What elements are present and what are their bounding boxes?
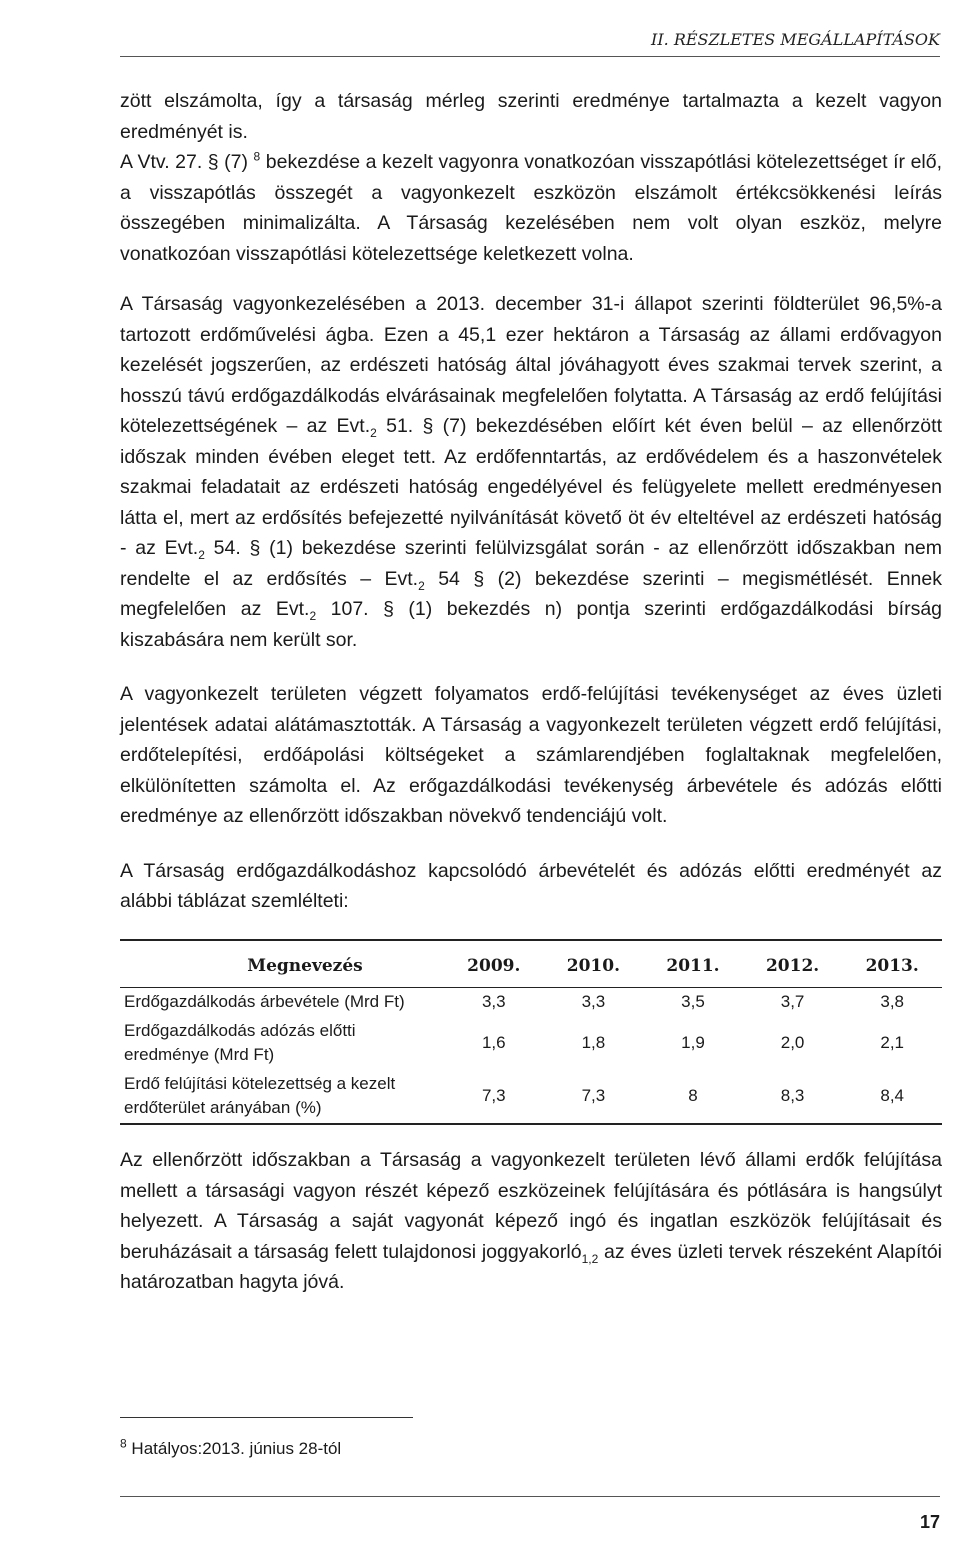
page-number: 17 xyxy=(919,1512,940,1532)
cell-value: 3,5 xyxy=(681,992,705,1011)
table-row xyxy=(120,1017,942,1070)
table-row xyxy=(120,988,942,1018)
paragraph-5: A Társaság erdőgazdálkodáshoz kapcsolódó árbevételét és adózás előtti eredményét az alábbi táblázat szemlélteti: xyxy=(120,859,942,912)
row-label: Erdőgazdálkodás árbevétele (Mrd Ft) xyxy=(124,992,405,1011)
footnote-mark: 8 xyxy=(120,1436,127,1451)
table-header-row xyxy=(120,940,942,988)
p3-sub-3: 2 xyxy=(418,578,425,593)
footnote-ref: 8 xyxy=(253,149,261,164)
p3-sub-4: 2 xyxy=(309,608,317,623)
paragraph-1: zött elszámolta, így a társaság mérleg szerinti eredménye tartalmazta a kezelt vagyon eredményét is. xyxy=(120,90,942,143)
data-table xyxy=(120,939,942,1126)
col-header-2011: 2011. xyxy=(666,955,720,976)
p2-text: bekezdése a kezelt vagyonra vonatkozóan visszapótlási kötelezettséget ír elő, a visszapótlás összegét a vagyonkezelt eszközön elszámolt értékcsökkenési leírás összegében minimalizálta. A Társaság kezelésében nem volt olyan eszköz, melyre vonatkozóan visszapótlási kötelezettsége keletkezett volna. xyxy=(120,151,943,265)
p6-sub: 1,2 xyxy=(581,1251,599,1266)
p3-text-2: 51. § (7) bekezdésében előírt két éven belül – az ellenőrzött időszak minden évében eleget tett. Az erdőfenntartás, az erdővédelem és a haszonvételek szakmai feladatait az erdészeti hatóság engedélyével és felügyelete mellett eredményesen látta el, mert az erdősítés befejezetté nyilvánítását követő öt év elteltével az erdészeti hatóság - az Evt. xyxy=(120,415,942,559)
paragraph-4: A vagyonkezelt területen végzett folyamatos erdő-felújítási tevékenységet az éves üzleti jelentések adatai alátámasztották. A Társaság a vagyonkezelt területen végzett erdő felújítási, erdőtelepítési, erdőápolási költségeket a számlarendjében foglaltaknak megfelelően, elkülönítetten számolta el. Az erőgazdálkodási tevékenység árbevétele és adózás előtti eredménye az ellenőrzött időszakban növekvő tendenciájú volt. xyxy=(120,683,942,827)
p2-start: A Vtv. 27. § (7) xyxy=(120,151,248,173)
paragraph-2 xyxy=(120,147,942,269)
cell-value: 1,6 xyxy=(481,1033,506,1052)
cell-value: 8,3 xyxy=(780,1086,805,1105)
cell-value: 3,3 xyxy=(581,992,606,1011)
cell-value: 3,3 xyxy=(481,992,506,1011)
row-label: Erdő felújítási kötelezettség a kezelt erdőterület arányában (%) xyxy=(124,1074,396,1117)
p3-text-3: 54. § (1) bekezdése szerinti felülvizsgálat során - az ellenőrzött időszakban nem rendelte el az erdősítés – Evt. xyxy=(120,537,942,590)
cell-value: 3,7 xyxy=(780,992,805,1011)
footer-rule xyxy=(120,1496,940,1497)
cell-value: 1,9 xyxy=(681,1033,705,1052)
cell-value: 7,3 xyxy=(581,1086,606,1105)
running-header: II. RÉSZLETES MEGÁLLAPÍTÁSOK xyxy=(651,30,940,49)
footnote-text: Hatályos:2013. június 28-tól xyxy=(126,1439,342,1458)
p3-sub-1: 2 xyxy=(370,425,377,440)
p3-text-5: 107. § (1) bekezdés n) pontja szerinti erdőgazdálkodási bírság kiszabására nem került sor. xyxy=(120,598,943,651)
footnote-rule xyxy=(120,1417,413,1418)
document-body xyxy=(120,86,942,1298)
cell-value: 2,1 xyxy=(880,1033,904,1052)
cell-value: 3,8 xyxy=(880,992,904,1011)
col-header-name: Megnevezés xyxy=(247,955,363,976)
cell-value: 8 xyxy=(688,1086,698,1105)
paragraph-3 xyxy=(120,289,942,655)
p3-text-4: 54 § (2) bekezdése szerinti – megismétlését. Ennek megfelelően az Evt. xyxy=(120,567,942,620)
table-row xyxy=(120,1070,942,1124)
col-header-2010: 2010. xyxy=(566,955,620,976)
p6-end: az éves üzleti tervek részeként Alapítói határozatban hagyta jóvá. xyxy=(120,1240,942,1293)
cell-value: 8,4 xyxy=(880,1086,904,1105)
col-header-2009: 2009. xyxy=(467,955,521,976)
paragraph-6 xyxy=(120,1145,942,1298)
footnote xyxy=(120,1436,342,1459)
cell-value: 1,8 xyxy=(581,1033,606,1052)
p6-text: Az ellenőrzött időszakban a Társaság a vagyonkezelt területen lévő állami erdők felújítása mellett a társasági vagyon részét képező eszközeinek felújítására és pótlására is hangsúlyt helyezett. A Társaság a saját vagyonát képező ingó és ingatlan eszközök felújításait és beruházásait a társaság felett tulajdonosi joggyakorló xyxy=(120,1149,942,1263)
header-rule xyxy=(120,56,940,57)
p3-text-1: A Társaság vagyonkezelésében a 2013. december 31-i állapot szerinti földterület 96,5%-a tartozott erdőművelési ágba. Ezen a 45,1 ezer hektáron a Társaság az állami erdővagyon kezelését jogszerűen, az erdészeti hatóság által jóváhagyott éves szakmai tervek szerint, a hosszú távú erdőgazdálkodás elvárásainak megfelelően folytatta. A Társaság az erdő felújítási kötelezettségének – az Evt. xyxy=(120,293,942,437)
row-label: Erdőgazdálkodás adózás előtti eredménye (Mrd Ft) xyxy=(124,1021,356,1064)
cell-value: 2,0 xyxy=(780,1033,805,1052)
col-header-2012: 2012. xyxy=(765,955,820,976)
col-header-2013: 2013. xyxy=(865,955,919,976)
p3-sub-2: 2 xyxy=(198,547,205,562)
cell-value: 7,3 xyxy=(481,1086,506,1105)
